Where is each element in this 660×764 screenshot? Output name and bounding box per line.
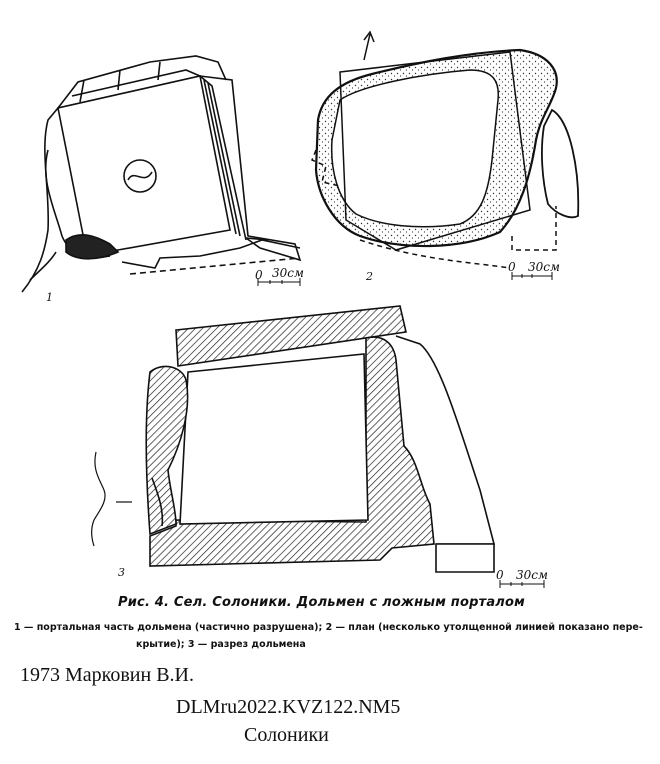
panel-2-plan-drawing bbox=[312, 32, 578, 268]
figure-caption-title: Рис. 4. Сел. Солоники. Дольмен с ложным порталом bbox=[118, 595, 525, 610]
footer-site: Солоники bbox=[244, 724, 329, 746]
panel-1-scale-zero: 0 bbox=[255, 268, 263, 282]
panel-2-scale-length: 30см bbox=[528, 260, 560, 274]
panel-3-section-drawing bbox=[92, 306, 494, 572]
figure-caption-line-1: 1 — портальная часть дольмена (частично разрушена); 2 — план (несколько утолщенной линией показано пере- bbox=[14, 622, 643, 633]
panel-2-number: 2 bbox=[366, 270, 373, 283]
panel-3-number: 3 bbox=[118, 566, 125, 579]
footer-author: 1973 Марковин В.И. bbox=[20, 664, 194, 686]
panel-2-scale-zero: 0 bbox=[508, 260, 516, 274]
panel-3-scale-length: 30см bbox=[516, 568, 548, 582]
panel-1-portal-drawing bbox=[22, 56, 300, 292]
figure-caption-line-2: крытие); 3 — разрез дольмена bbox=[136, 639, 306, 650]
footer-code: DLMru2022.KVZ122.NM5 bbox=[176, 696, 401, 718]
panel-1-scale-length: 30см bbox=[272, 266, 304, 280]
panel-3-scale-zero: 0 bbox=[496, 568, 504, 582]
panel-1-number: 1 bbox=[46, 291, 53, 304]
